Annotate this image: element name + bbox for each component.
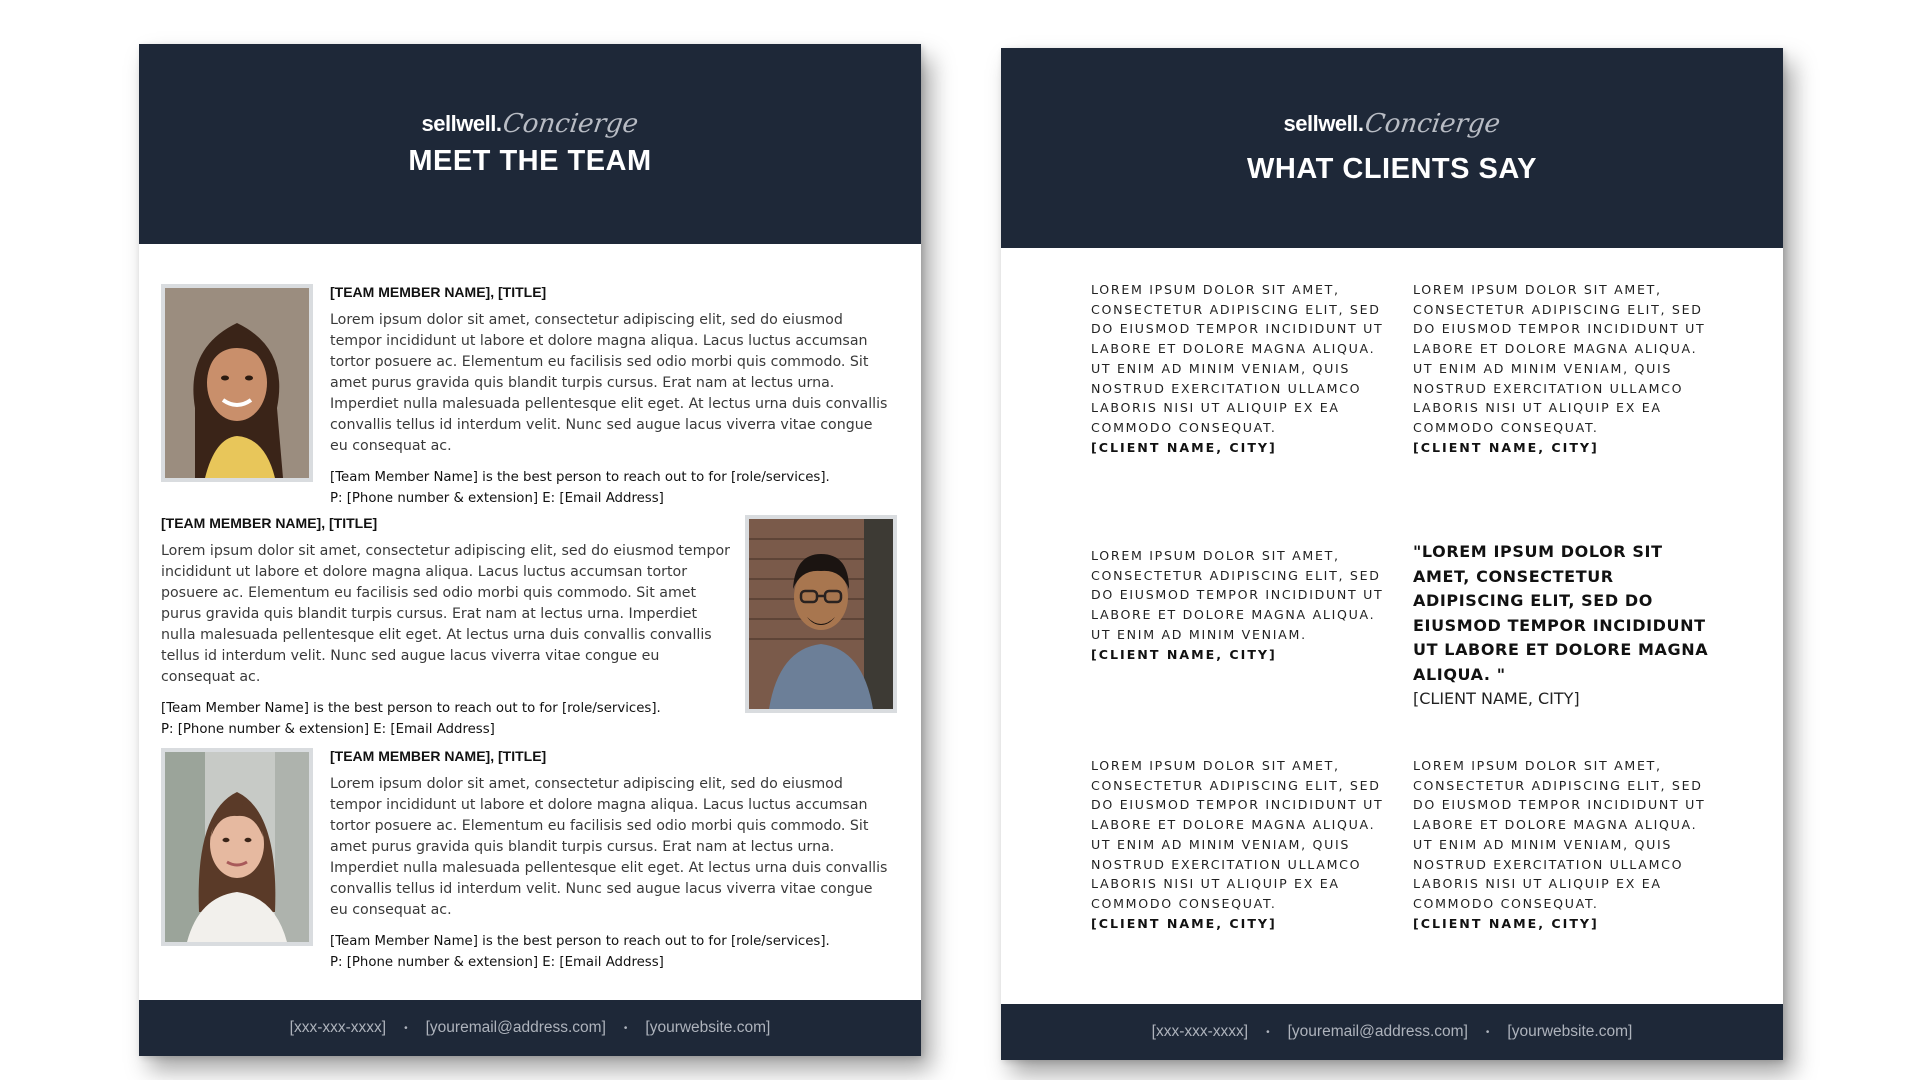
page-footer [139,1000,921,1056]
portrait-man-glasses [749,519,893,709]
member-bio: Lorem ipsum dolor sit amet, consectetur adipiscing elit, sed do eiusmod tempor incididunt ut labore et dolore magna aliqua. Lacus luctus accumsan tortor posuere ac. Elementum eu facilisis sed odio morbi quis commodo. Sit amet purus gravida quis blandit turpis cursus. Erat nam at lectus urna. Imperdiet nulla malesuada pellentesque elit eget. At lectus urna duis convallis convallis tellus id interdum velit. Nunc sed augue lacus viverra vitae congue eu consequat ac. [161,543,730,685]
footer-email: [youremail@address.com] [1287,1023,1468,1040]
portrait-woman-straight-hair [165,752,309,942]
testimonial-text: LOREM IPSUM DOLOR SIT AMET, CONSECTETUR ADIPISCING ELIT, SED DO EIUSMOD TEMPOR INCIDIDUNT UT LABORE ET DOLORE MAGNA ALIQUA. UT ENIM AD MINIM VENIAM, QUIS NOSTRUD EXERCITATION ULLAMCO LABORIS NISI UT ALIQUIP EX EA COMMODO CONSEQUAT. [1091,282,1384,435]
member-bio: Lorem ipsum dolor sit amet, consectetur adipiscing elit, sed do eiusmod tempor incididunt ut labore et dolore magna aliqua. Lacus luctus accumsan tortor posuere ac. Elementum eu facilisis sed odio morbi quis commodo. Sit amet purus gravida quis blandit turpis cursus. Erat nam at lectus urna. Imperdiet nulla malesuada pellentesque elit eget. At lectus urna duis convallis convallis tellus id interdum velit. Nunc sed augue lacus viverra vitae congue eu consequat ac. [330,312,888,454]
testimonial-text: LOREM IPSUM DOLOR SIT AMET, CONSECTETUR ADIPISCING ELIT, SED DO EIUSMOD TEMPOR INCIDIDUNT UT LABORE ET DOLORE MAGNA ALIQUA. UT ENIM AD MINIM VENIAM, QUIS NOSTRUD EXERCITATION ULLAMCO LABORIS NISI UT ALIQUIP EX EA COMMODO CONSEQUAT. [1413,758,1706,911]
team-member-1 [330,284,890,509]
testimonial-5 [1091,756,1401,933]
member-contact-line: [Team Member Name] is the best person to reach out to for [role/services]. [330,934,830,949]
testimonial-client: [CLIENT NAME, CITY] [1413,915,1599,931]
member-name: [TEAM MEMBER NAME], [TITLE] [330,748,547,764]
testimonial-2 [1413,280,1723,457]
brand-logo [421,108,641,139]
testimonial-client: [CLIENT NAME, CITY] [1091,915,1277,931]
member-bio: Lorem ipsum dolor sit amet, consectetur adipiscing elit, sed do eiusmod tempor incididunt ut labore et dolore magna aliqua. Lacus luctus accumsan tortor posuere ac. Elementum eu facilisis sed odio morbi quis commodo. Sit amet purus gravida quis blandit turpis cursus. Erat nam at lectus urna. Imperdiet nulla malesuada pellentesque elit eget. At lectus urna duis convallis convallis tellus id interdum velit. Nunc sed augue lacus viverra vitae congue eu consequat ac. [330,776,888,918]
footer-website: [yourwebsite.com] [645,1019,771,1036]
testimonial-featured [1413,540,1713,711]
member-contact-details: P: [Phone number & extension] E: [Email Address] [161,722,495,737]
member-name: [TEAM MEMBER NAME], [TITLE] [330,284,547,300]
footer-separator: • [404,1022,408,1034]
member-contact-line: [Team Member Name] is the best person to reach out to for [role/services]. [161,701,661,716]
testimonial-3 [1091,546,1401,664]
footer-website: [yourwebsite.com] [1507,1023,1633,1040]
page-header [139,44,921,244]
page-title: MEET THE TEAM [408,144,652,177]
page-header [1001,48,1783,248]
testimonial-text: LOREM IPSUM DOLOR SIT AMET, CONSECTETUR ADIPISCING ELIT, SED DO EIUSMOD TEMPOR INCIDIDUNT UT LABORE ET DOLORE MAGNA ALIQUA. UT ENIM AD MINIM VENIAM. [1091,548,1384,642]
team-member-3 [330,748,890,973]
team-member-photo [161,284,313,482]
testimonial-text: LOREM IPSUM DOLOR SIT AMET, CONSECTETUR ADIPISCING ELIT, SED DO EIUSMOD TEMPOR INCIDIDUNT UT LABORE ET DOLORE MAGNA ALIQUA. UT ENIM AD MINIM VENIAM, QUIS NOSTRUD EXERCITATION ULLAMCO LABORIS NISI UT ALIQUIP EX EA COMMODO CONSEQUAT. [1091,758,1384,911]
member-contact-line: [Team Member Name] is the best person to reach out to for [role/services]. [330,470,830,485]
footer-phone: [xxx-xxx-xxxx] [1151,1023,1249,1040]
testimonial-6 [1413,756,1723,933]
footer-separator: • [1266,1026,1270,1038]
testimonial-quote: "LOREM IPSUM DOLOR SIT AMET, CONSECTETUR ADIPISCING ELIT, SED DO EIUSMOD TEMPOR INCIDIDUNT UT LABORE ET DOLORE MAGNA ALIQUA. " [1413,542,1709,684]
member-name: [TEAM MEMBER NAME], [TITLE] [161,515,378,531]
testimonial-1 [1091,280,1401,457]
testimonial-client: [CLIENT NAME, CITY] [1413,439,1599,455]
member-contact-details: P: [Phone number & extension] E: [Email Address] [330,955,664,970]
member-contact-details: P: [Phone number & extension] E: [Email Address] [330,491,664,506]
what-clients-say-page [1001,48,1783,1060]
testimonial-text: LOREM IPSUM DOLOR SIT AMET, CONSECTETUR ADIPISCING ELIT, SED DO EIUSMOD TEMPOR INCIDIDUNT UT LABORE ET DOLORE MAGNA ALIQUA. UT ENIM AD MINIM VENIAM, QUIS NOSTRUD EXERCITATION ULLAMCO LABORIS NISI UT ALIQUIP EX EA COMMODO CONSEQUAT. [1413,282,1706,435]
brand-logo [1283,108,1503,139]
footer-phone: [xxx-xxx-xxxx] [289,1019,387,1036]
footer-email: [youremail@address.com] [425,1019,606,1036]
team-member-photo [161,748,313,946]
logo-wordmark: sellwell. [421,110,502,136]
meet-the-team-page [139,44,921,1056]
logo-script: Concierge [501,108,641,139]
portrait-woman-curly-hair [165,288,309,478]
team-member-2 [161,515,731,740]
footer-separator: • [1485,1026,1490,1038]
team-member-photo [745,515,897,713]
logo-script: Concierge [1363,108,1503,139]
testimonial-client: [CLIENT NAME, CITY] [1091,646,1277,662]
page-title: WHAT CLIENTS SAY [1247,152,1537,185]
logo-wordmark: sellwell. [1283,110,1364,136]
testimonial-client: [CLIENT NAME, CITY] [1091,439,1277,455]
footer-separator: • [623,1022,628,1034]
testimonial-client: [CLIENT NAME, CITY] [1413,689,1580,708]
page-footer [1001,1004,1783,1060]
